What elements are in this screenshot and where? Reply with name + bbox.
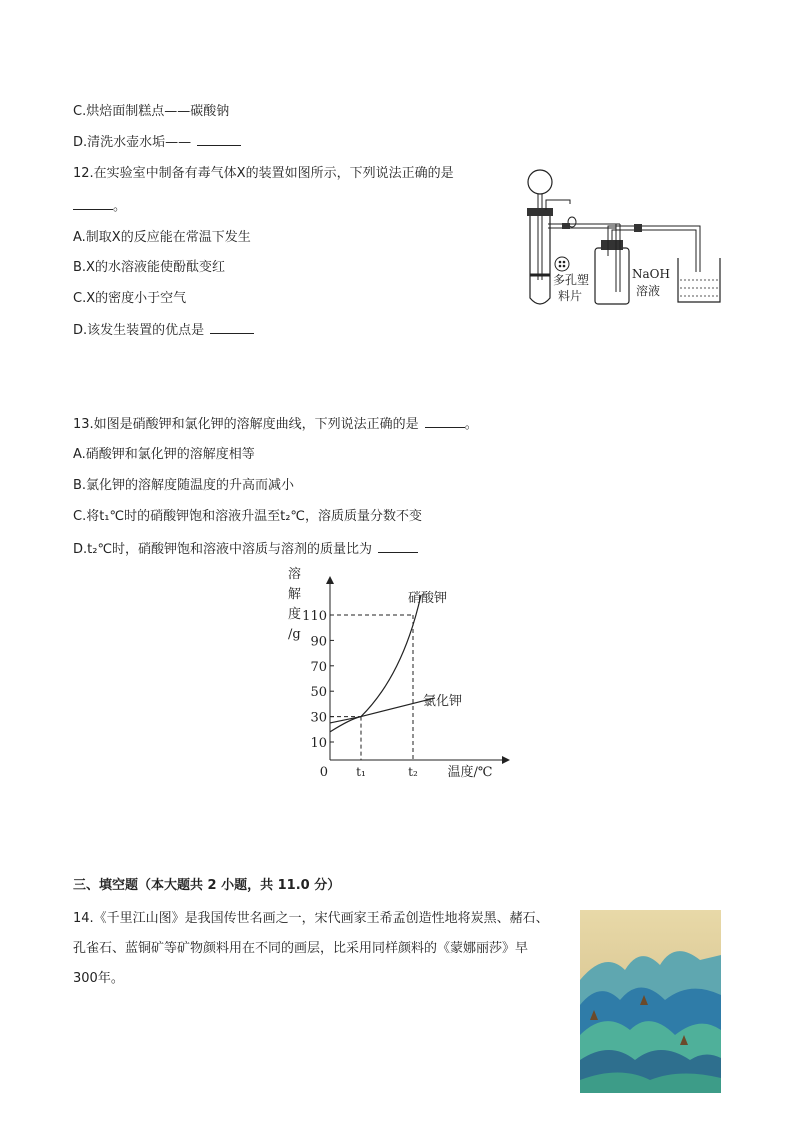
q12-option-c: C.X的密度小于空气 [73, 291, 187, 306]
q12-option-b: B.X的水溶液能使酚酞变红 [73, 260, 225, 275]
series-label: 硝酸钾 [408, 591, 448, 606]
q14-line-3: 300年。 [73, 971, 124, 986]
gas-apparatus-diagram [520, 160, 750, 310]
q12-option-a: A.制取X的反应能在常温下发生 [73, 230, 251, 245]
q12-stem-blank-line [73, 197, 126, 216]
q11-option-d [73, 133, 241, 152]
test-tube [530, 210, 550, 304]
label-porous-plate-2: 料片 [558, 289, 583, 303]
solubility-curve-chart [280, 560, 520, 785]
y-label-char: 溶 [288, 567, 302, 582]
answer-blank [378, 540, 418, 553]
q13-option-c: C.将t₁℃时的硝酸钾饱和溶液升温至t₂℃，溶质质量分数不变 [73, 509, 423, 524]
rubber-stopper [527, 208, 553, 216]
q13-option-a: A.硝酸钾和氯化钾的溶解度相等 [73, 447, 255, 462]
q13-option-d [73, 540, 418, 559]
section-3-heading: 三、填空题（本大题共 2 小题，共 11.0 分） [73, 878, 341, 893]
q12-option-d-text: D.该发生装置的优点是 [73, 323, 205, 338]
x-axis-label: 温度/℃ [447, 765, 493, 780]
y-tick-label: 70 [310, 659, 327, 675]
x-tick-label: t₂ [408, 765, 418, 779]
y-tick-label: 30 [310, 710, 327, 726]
y-axis-label [288, 566, 301, 642]
q12-stem-end: 。 [113, 199, 127, 214]
q14-line-2: 孔雀石、蓝铜矿等矿物颜料用在不同的画层，比采用同样颜料的《蒙娜丽莎》早 [73, 941, 529, 956]
y-tick-label: 90 [310, 634, 327, 650]
answer-blank [197, 133, 241, 146]
particles-marker [555, 257, 569, 271]
y-tick-label: 10 [310, 736, 327, 751]
q11-option-c: C.烘焙面制糕点——碳酸钠 [73, 104, 230, 119]
series-line-kno3 [330, 595, 421, 732]
q13-stem-text: 13.如图是硝酸钾和氯化钾的溶解度曲线，下列说法正确的是 [73, 417, 419, 432]
label-solution: 溶液 [636, 284, 661, 298]
y-tick-label: 110 [302, 609, 327, 624]
answer-blank [425, 415, 465, 428]
origin-label: 0 [319, 765, 328, 780]
y-label-char: 度 [288, 607, 302, 622]
landscape-painting-image [580, 910, 721, 1093]
answer-blank [73, 197, 113, 210]
answer-blank [210, 321, 254, 334]
y-tick-label: 50 [310, 685, 327, 701]
q11-option-d-text: D.清洗水壶水垢—— [73, 135, 192, 150]
q12-stem: 12.在实验室中制备有毒气体X的装置如图所示，下列说法正确的是 [73, 166, 454, 181]
collection-bottle [595, 248, 629, 304]
x-tick-label: t₁ [356, 765, 366, 779]
y-label-char: 解 [288, 587, 302, 602]
q13-stem [73, 415, 478, 434]
label-porous-plate-1: 多孔塑 [553, 273, 590, 287]
series-label: 氯化钾 [423, 694, 463, 709]
funnel-bulb [528, 170, 552, 194]
q14-line-1: 14.《千里江山图》是我国传世名画之一，宋代画家王希孟创造性地将炭黑、赭石、 [73, 911, 549, 926]
q13-option-d-text: D.t₂℃时，硝酸钾饱和溶液中溶质与溶剂的质量比为 [73, 542, 373, 557]
y-label-char: /g [288, 627, 301, 642]
q12-option-d [73, 321, 254, 340]
q13-option-b: B.氯化钾的溶解度随温度的升高而减小 [73, 478, 295, 493]
series-line-kcl [330, 698, 435, 723]
q13-stem-end: 。 [464, 417, 478, 432]
label-naoh: NaOH [632, 267, 670, 281]
